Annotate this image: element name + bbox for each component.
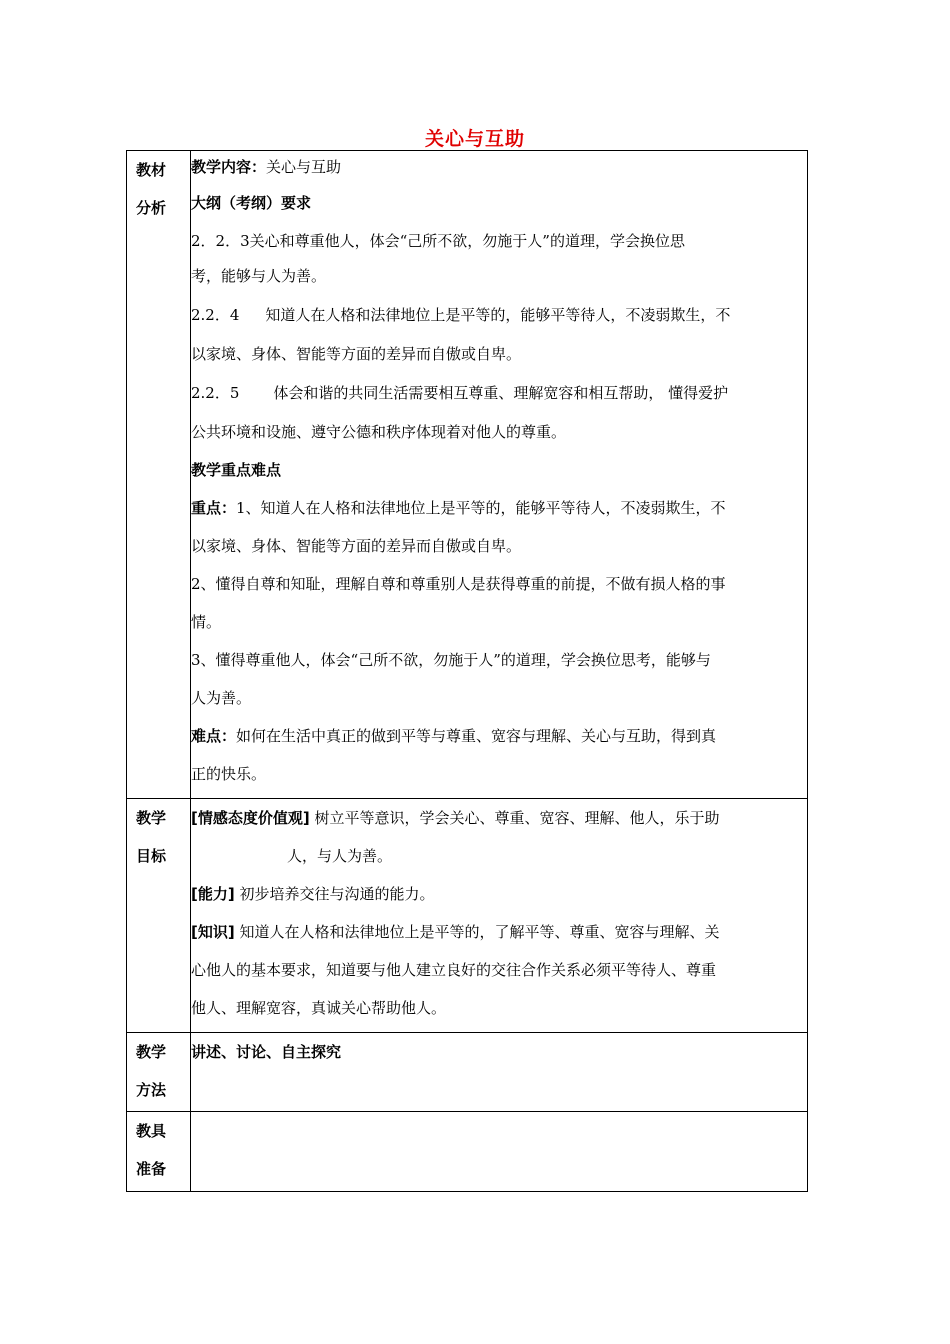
goals-content <box>191 799 808 1033</box>
emotion-text: 树立平等意识，学会关心、尊重、宽容、理解、他人，乐于助 <box>314 809 720 827</box>
knowledge-label: [知识] <box>191 923 235 941</box>
emotion-line1 <box>191 799 807 837</box>
row-label-method <box>127 1033 191 1112</box>
method-text: 讲述、讨论、自主探究 <box>191 1043 342 1061</box>
key3-line1: 3、懂得尊重他人，体会“己所不欲，勿施于人”的道理，学会换位思考，能够与 <box>191 651 711 669</box>
emotion-label: [情感态度价值观] <box>191 809 310 827</box>
key1-line1 <box>191 489 807 527</box>
emotion-line2: 人，与人为善。 <box>287 847 393 865</box>
req2-line2: 以家境、身体、智能等方面的差异而自傲或自卑。 <box>191 345 522 363</box>
key2-line2: 情。 <box>191 613 222 631</box>
label-line-2: 目标 <box>136 847 167 865</box>
ability-text: 初步培养交往与沟通的能力。 <box>239 885 435 903</box>
key-label: 重点： <box>191 499 237 517</box>
req3-text: 体会和谐的共同生活需要相互尊重、理解宽容和相互帮助， 懂得爱护 <box>273 384 729 402</box>
req2-line1 <box>191 295 807 335</box>
row-goals <box>127 799 808 1033</box>
row-tools <box>127 1112 808 1192</box>
req1-line2: 考，能够与人为善。 <box>191 267 327 285</box>
ability-line <box>191 875 807 913</box>
difficulty-line2: 正的快乐。 <box>191 765 267 783</box>
knowledge-line3: 他人、理解宽容，真诚关心帮助他人。 <box>191 999 447 1017</box>
tools-content <box>191 1112 808 1192</box>
lesson-plan-table <box>126 150 808 1192</box>
difficulty-text: 如何在生活中真正的做到平等与尊重、宽容与理解、关心与互助，得到真 <box>236 727 717 745</box>
req3-number: 2.2．5 <box>191 384 240 402</box>
label-line-1: 教具 <box>136 1122 167 1140</box>
row-label-goals <box>127 799 191 1033</box>
row-label-analysis <box>127 151 191 799</box>
label-line-2: 准备 <box>136 1160 167 1178</box>
key3-line2: 人为善。 <box>191 689 252 707</box>
knowledge-line1 <box>191 913 807 951</box>
analysis-content <box>191 151 808 799</box>
knowledge-line2: 心他人的基本要求，知道要与他人建立良好的交往合作关系必须平等待人、尊重 <box>191 961 717 979</box>
method-content <box>191 1033 808 1112</box>
req3-line1 <box>191 373 807 413</box>
outline-heading: 大纲（考纲）要求 <box>191 194 312 212</box>
difficulty-label: 难点： <box>191 727 237 745</box>
req2-number: 2.2．4 <box>191 306 240 324</box>
row-analysis <box>127 151 808 799</box>
content-label: 教学内容： <box>191 158 267 176</box>
difficulty-line1 <box>191 717 807 755</box>
label-line-1: 教学 <box>136 809 167 827</box>
content-value: 关心与互助 <box>266 158 342 176</box>
req2-text: 知道人在人格和法律地位上是平等的，能够平等待人，不凌弱欺生，不 <box>265 306 731 324</box>
content-line <box>191 151 807 181</box>
key1-line2: 以家境、身体、智能等方面的差异而自傲或自卑。 <box>191 537 522 555</box>
row-method <box>127 1033 808 1112</box>
label-line-1: 教材 <box>136 161 167 179</box>
knowledge-text: 知道人在人格和法律地位上是平等的，了解平等、尊重、宽容与理解、关 <box>239 923 720 941</box>
key1-text: 1、知道人在人格和法律地位上是平等的，能够平等待人，不凌弱欺生，不 <box>236 499 726 517</box>
keypoints-heading: 教学重点难点 <box>191 461 282 479</box>
key2-line1: 2、懂得自尊和知耻，理解自尊和尊重别人是获得尊重的前提，不做有损人格的事 <box>191 575 726 593</box>
row-label-tools <box>127 1112 191 1192</box>
ability-label: [能力] <box>191 885 235 903</box>
req1-line1: 2．2．3关心和尊重他人，体会“己所不欲，勿施于人”的道理，学会换位思 <box>191 232 685 250</box>
label-line-1: 教学 <box>136 1043 167 1061</box>
req3-line2: 公共环境和设施、遵守公德和秩序体现着对他人的尊重。 <box>191 423 567 441</box>
label-line-2: 方法 <box>136 1081 167 1099</box>
label-line-2: 分析 <box>136 199 167 217</box>
page-title: 关心与互助 <box>424 128 525 150</box>
